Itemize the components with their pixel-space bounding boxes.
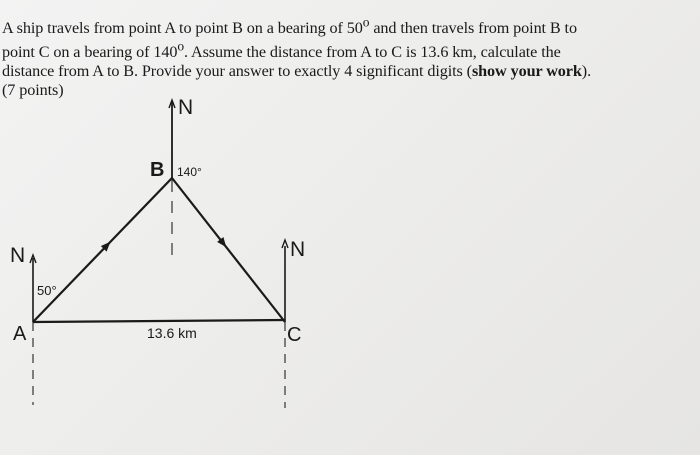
- degree-symbol: o: [362, 15, 370, 30]
- north-label-b: N: [178, 96, 194, 119]
- angle-label-b: 140°: [177, 165, 202, 179]
- question-line-2-start: point C on a bearing of 140: [2, 43, 178, 62]
- question-line-3-end: ).: [581, 61, 592, 80]
- distance-label-ac: 13.6 km: [147, 325, 197, 341]
- question-emphasis: show your work: [471, 61, 582, 80]
- path-a-to-b: [33, 178, 172, 322]
- north-label-a: N: [10, 244, 26, 267]
- points-value: (7 points): [2, 80, 64, 99]
- point-label-c: C: [287, 324, 302, 346]
- degree-symbol: o: [177, 38, 184, 54]
- path-b-to-c: [172, 178, 285, 322]
- path-a-to-c: [33, 320, 285, 322]
- question-line-2-end: . Assume the distance from A to C is 13.6 km, calculate the: [184, 43, 561, 62]
- point-label-b: B: [150, 159, 165, 181]
- question-line-1-end: and then travels from point B to: [369, 19, 577, 38]
- point-label-a: A: [13, 323, 27, 345]
- question-line-3-start: distance from A to B. Provide your answer to exactly 4 significant digits (: [2, 61, 472, 80]
- angle-label-a: 50°: [37, 283, 57, 298]
- question-line-1-start: A ship travels from point A to point B on a bearing of 50: [2, 19, 363, 38]
- north-label-c: N: [290, 238, 306, 261]
